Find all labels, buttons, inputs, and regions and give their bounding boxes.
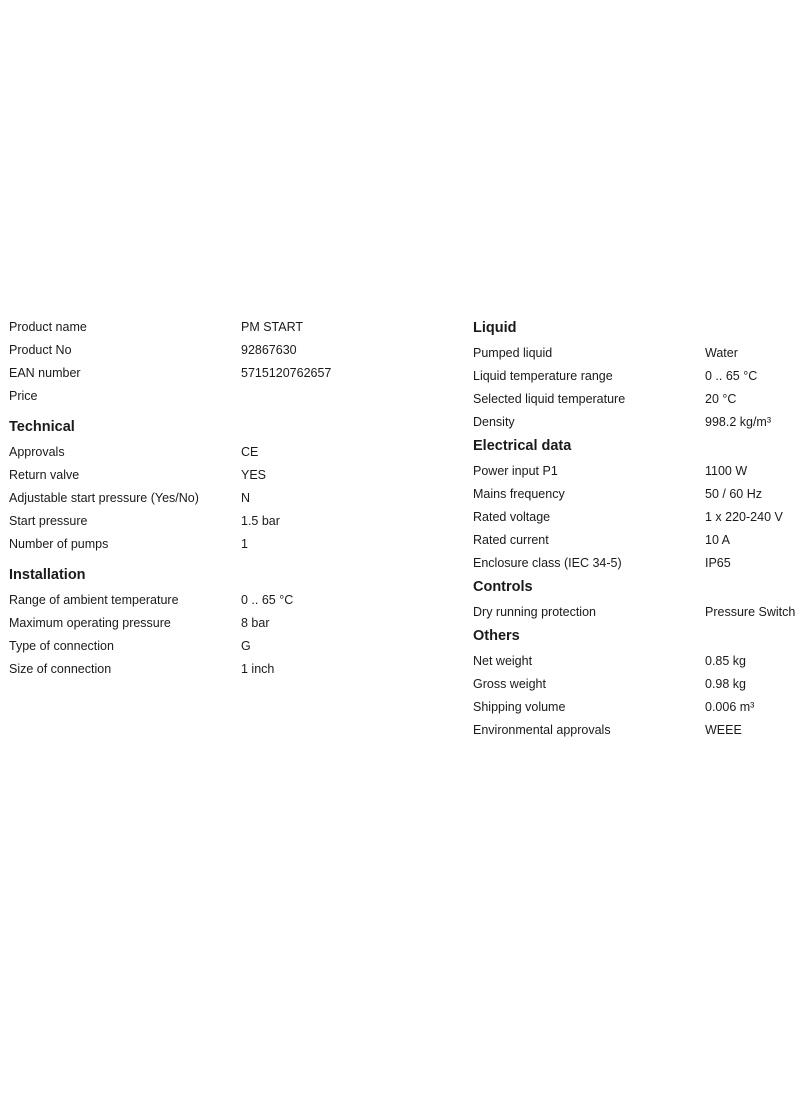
spec-label: Size of connection xyxy=(9,662,112,676)
spec-label: Product No xyxy=(9,343,72,357)
section-heading-controls: Controls xyxy=(473,579,533,595)
spec-value: 10 A xyxy=(705,533,731,547)
spec-label: Approvals xyxy=(9,445,65,459)
section-heading-technical: Technical xyxy=(9,419,75,435)
left-column xyxy=(9,316,449,681)
spec-value: Water xyxy=(705,346,738,360)
spec-label: Number of pumps xyxy=(9,537,109,551)
spec-value: 50 / 60 Hz xyxy=(705,487,762,501)
spec-row-mains-frequency xyxy=(473,483,800,506)
section-heading-liquid: Liquid xyxy=(473,320,517,336)
spec-row-gross-weight xyxy=(473,673,800,696)
spec-row-environmental-approvals xyxy=(473,719,800,742)
spec-row-product-no xyxy=(9,339,449,362)
spec-label: Selected liquid temperature xyxy=(473,392,626,406)
spec-row-size-of-connection xyxy=(9,658,449,681)
spec-row-net-weight xyxy=(473,650,800,673)
spec-row-ambient-temperature xyxy=(9,589,449,612)
section-heading-electrical: Electrical data xyxy=(473,438,572,454)
spec-row-price xyxy=(9,385,449,408)
spec-value: 8 bar xyxy=(241,616,270,630)
spec-row-pumped-liquid xyxy=(473,342,800,365)
spec-label: Enclosure class (IEC 34-5) xyxy=(473,556,622,570)
spec-value: 1 x 220-240 V xyxy=(705,510,783,524)
spec-row-selected-liquid-temperature xyxy=(473,388,800,411)
spec-row-start-pressure xyxy=(9,510,449,533)
spec-label: Type of connection xyxy=(9,639,114,653)
spec-label: Liquid temperature range xyxy=(473,369,613,383)
spec-label: Rated current xyxy=(473,533,549,547)
spec-label: EAN number xyxy=(9,366,81,380)
spec-label: Density xyxy=(473,415,515,429)
spec-row-max-operating-pressure xyxy=(9,612,449,635)
spec-label: Rated voltage xyxy=(473,510,551,524)
spec-value: 1 xyxy=(241,537,248,551)
spec-value: CE xyxy=(241,445,259,459)
spec-label: Product name xyxy=(9,320,87,334)
spec-value: 1100 W xyxy=(705,464,748,478)
spec-label: Net weight xyxy=(473,654,533,668)
spec-label: Dry running protection xyxy=(473,605,596,619)
spec-row-type-of-connection xyxy=(9,635,449,658)
spec-label: Shipping volume xyxy=(473,700,566,714)
installation-section xyxy=(9,563,449,681)
spec-row-shipping-volume xyxy=(473,696,800,719)
spec-row-adjustable-start-pressure xyxy=(9,487,449,510)
others-section xyxy=(473,624,800,742)
spec-row-dry-running-protection xyxy=(473,601,800,624)
spec-row-approvals xyxy=(9,441,449,464)
spec-row-rated-voltage xyxy=(473,506,800,529)
spec-value: PM START xyxy=(241,320,304,334)
spec-row-rated-current xyxy=(473,529,800,552)
spec-label: Power input P1 xyxy=(473,464,558,478)
spec-value: 0.85 kg xyxy=(705,654,747,668)
product-section xyxy=(9,316,449,408)
spec-value: IP65 xyxy=(705,556,731,570)
spec-label: Maximum operating pressure xyxy=(9,616,171,630)
spec-row-return-valve xyxy=(9,464,449,487)
spec-label: Mains frequency xyxy=(473,487,565,501)
spec-value: G xyxy=(241,639,251,653)
spec-label: Price xyxy=(9,389,38,403)
spec-label: Return valve xyxy=(9,468,80,482)
spec-value: 92867630 xyxy=(241,343,297,357)
spec-value: 0.006 m³ xyxy=(705,700,755,714)
spec-label: Adjustable start pressure (Yes/No) xyxy=(9,491,199,505)
spec-row-ean-number xyxy=(9,362,449,385)
spec-row-liquid-temperature-range xyxy=(473,365,800,388)
spec-value: 0.98 kg xyxy=(705,677,747,691)
spec-value: WEEE xyxy=(705,723,742,737)
spec-row-power-input xyxy=(473,460,800,483)
electrical-section xyxy=(473,434,800,575)
spec-label: Start pressure xyxy=(9,514,88,528)
spec-value: 20 °C xyxy=(705,392,737,406)
spec-label: Environmental approvals xyxy=(473,723,611,737)
spec-value: 0 .. 65 °C xyxy=(705,369,758,383)
spec-row-number-of-pumps xyxy=(9,533,449,556)
spec-value: 1.5 bar xyxy=(241,514,280,528)
spec-label: Pumped liquid xyxy=(473,346,553,360)
spec-value: 1 inch xyxy=(241,662,275,676)
spec-value: Pressure Switch xyxy=(705,605,796,619)
controls-section xyxy=(473,575,800,624)
liquid-section xyxy=(473,316,800,434)
section-heading-others: Others xyxy=(473,628,520,644)
spec-value: 5715120762657 xyxy=(241,366,332,380)
spec-label: Gross weight xyxy=(473,677,546,691)
technical-section xyxy=(9,415,449,556)
spec-value: 0 .. 65 °C xyxy=(241,593,294,607)
spec-row-enclosure-class xyxy=(473,552,800,575)
spec-row-product-name xyxy=(9,316,449,339)
right-column xyxy=(473,316,800,742)
section-heading-installation: Installation xyxy=(9,567,86,583)
spec-value: YES xyxy=(241,468,267,482)
spec-value: 998.2 kg/m³ xyxy=(705,415,772,429)
spec-value: N xyxy=(241,491,251,505)
spec-label: Range of ambient temperature xyxy=(9,593,179,607)
spec-row-density xyxy=(473,411,800,434)
